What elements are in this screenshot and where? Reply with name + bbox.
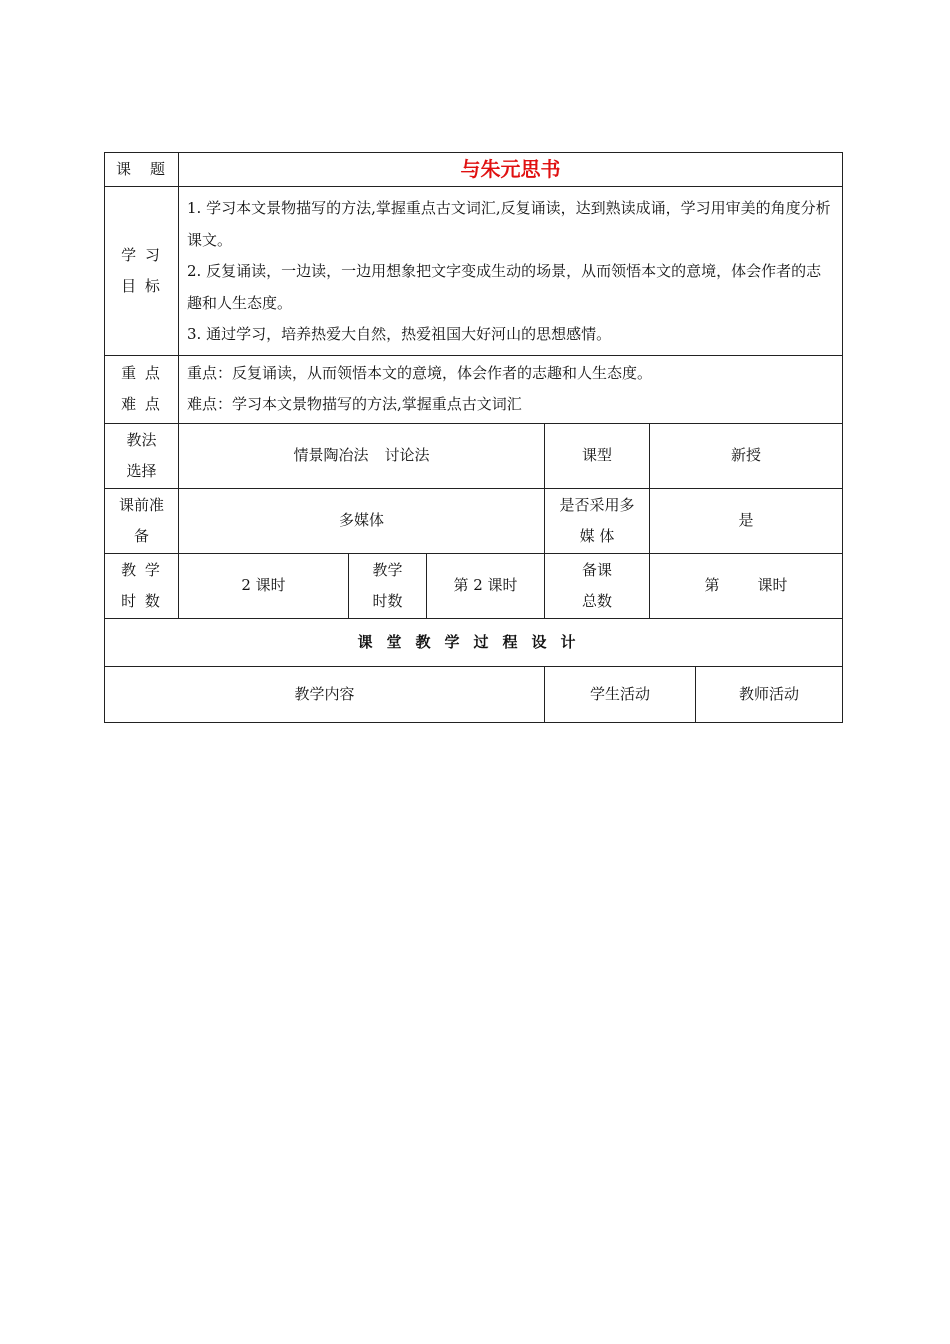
multimedia-value: 是 <box>650 488 843 553</box>
prep-row <box>105 488 843 553</box>
method-value-b: 讨论法 <box>384 446 430 464</box>
lesson-type-value: 新授 <box>650 423 843 488</box>
method-value-a: 情景陶冶法 <box>293 446 369 464</box>
topic-label: 课 题 <box>105 153 179 187</box>
lesson-plan-sheet <box>104 152 842 723</box>
hours-row <box>105 553 843 618</box>
column-content: 教学内容 <box>105 666 545 722</box>
total-prefix: 第 <box>704 576 720 594</box>
multimedia-label: 是否采用多媒 体 <box>545 488 650 553</box>
total-label: 备课总数 <box>545 553 650 618</box>
method-value <box>179 423 545 488</box>
prep-label: 课前准备 <box>105 488 179 553</box>
total-value <box>650 553 843 618</box>
process-row <box>105 618 843 666</box>
prep-value: 多媒体 <box>179 488 545 553</box>
total-suffix: 课时 <box>757 576 788 594</box>
column-student: 学生活动 <box>545 666 696 722</box>
objectives-label: 学 习 目 标 <box>105 187 179 356</box>
hours-label: 教 学 时 数 <box>105 553 179 618</box>
objective-item: 2. 反复诵读，一边读，一边用想象把文字变成生动的场景，从而领悟本文的意境，体会作者的志趣和人生态度。 <box>187 262 822 312</box>
objective-item: 3. 通过学习，培养热爱大自然，热爱祖国大好河山的思想感情。 <box>187 325 612 343</box>
hours-count-value: 第 2 课时 <box>427 553 545 618</box>
key-points-content <box>179 355 843 423</box>
lesson-title: 与朱元思书 <box>179 153 843 187</box>
hours-count-label: 教学时数 <box>349 553 427 618</box>
focus-point: 重点：反复诵读，从而领悟本文的意境，体会作者的志趣和人生态度。 <box>187 363 653 382</box>
objectives-content <box>179 187 843 356</box>
objective-item: 1. 学习本文景物描写的方法,掌握重点古文词汇,反复诵读，达到熟读成诵，学习用审美的角度分析课文。 <box>187 199 831 249</box>
lesson-type-label: 课型 <box>545 423 650 488</box>
method-row <box>105 423 843 488</box>
method-label: 教法选择 <box>105 423 179 488</box>
lesson-plan-table <box>104 152 843 723</box>
key-points-row <box>105 355 843 423</box>
title-row <box>105 153 843 187</box>
process-title: 课堂教学过程设计 <box>105 618 843 666</box>
objectives-row <box>105 187 843 356</box>
columns-row <box>105 666 843 722</box>
difficulty-point: 难点：学习本文景物描写的方法,掌握重点古文词汇 <box>187 395 522 413</box>
key-points-label: 重 点 难 点 <box>105 355 179 423</box>
column-teacher: 教师活动 <box>696 666 843 722</box>
hours-value: 2 课时 <box>179 553 349 618</box>
